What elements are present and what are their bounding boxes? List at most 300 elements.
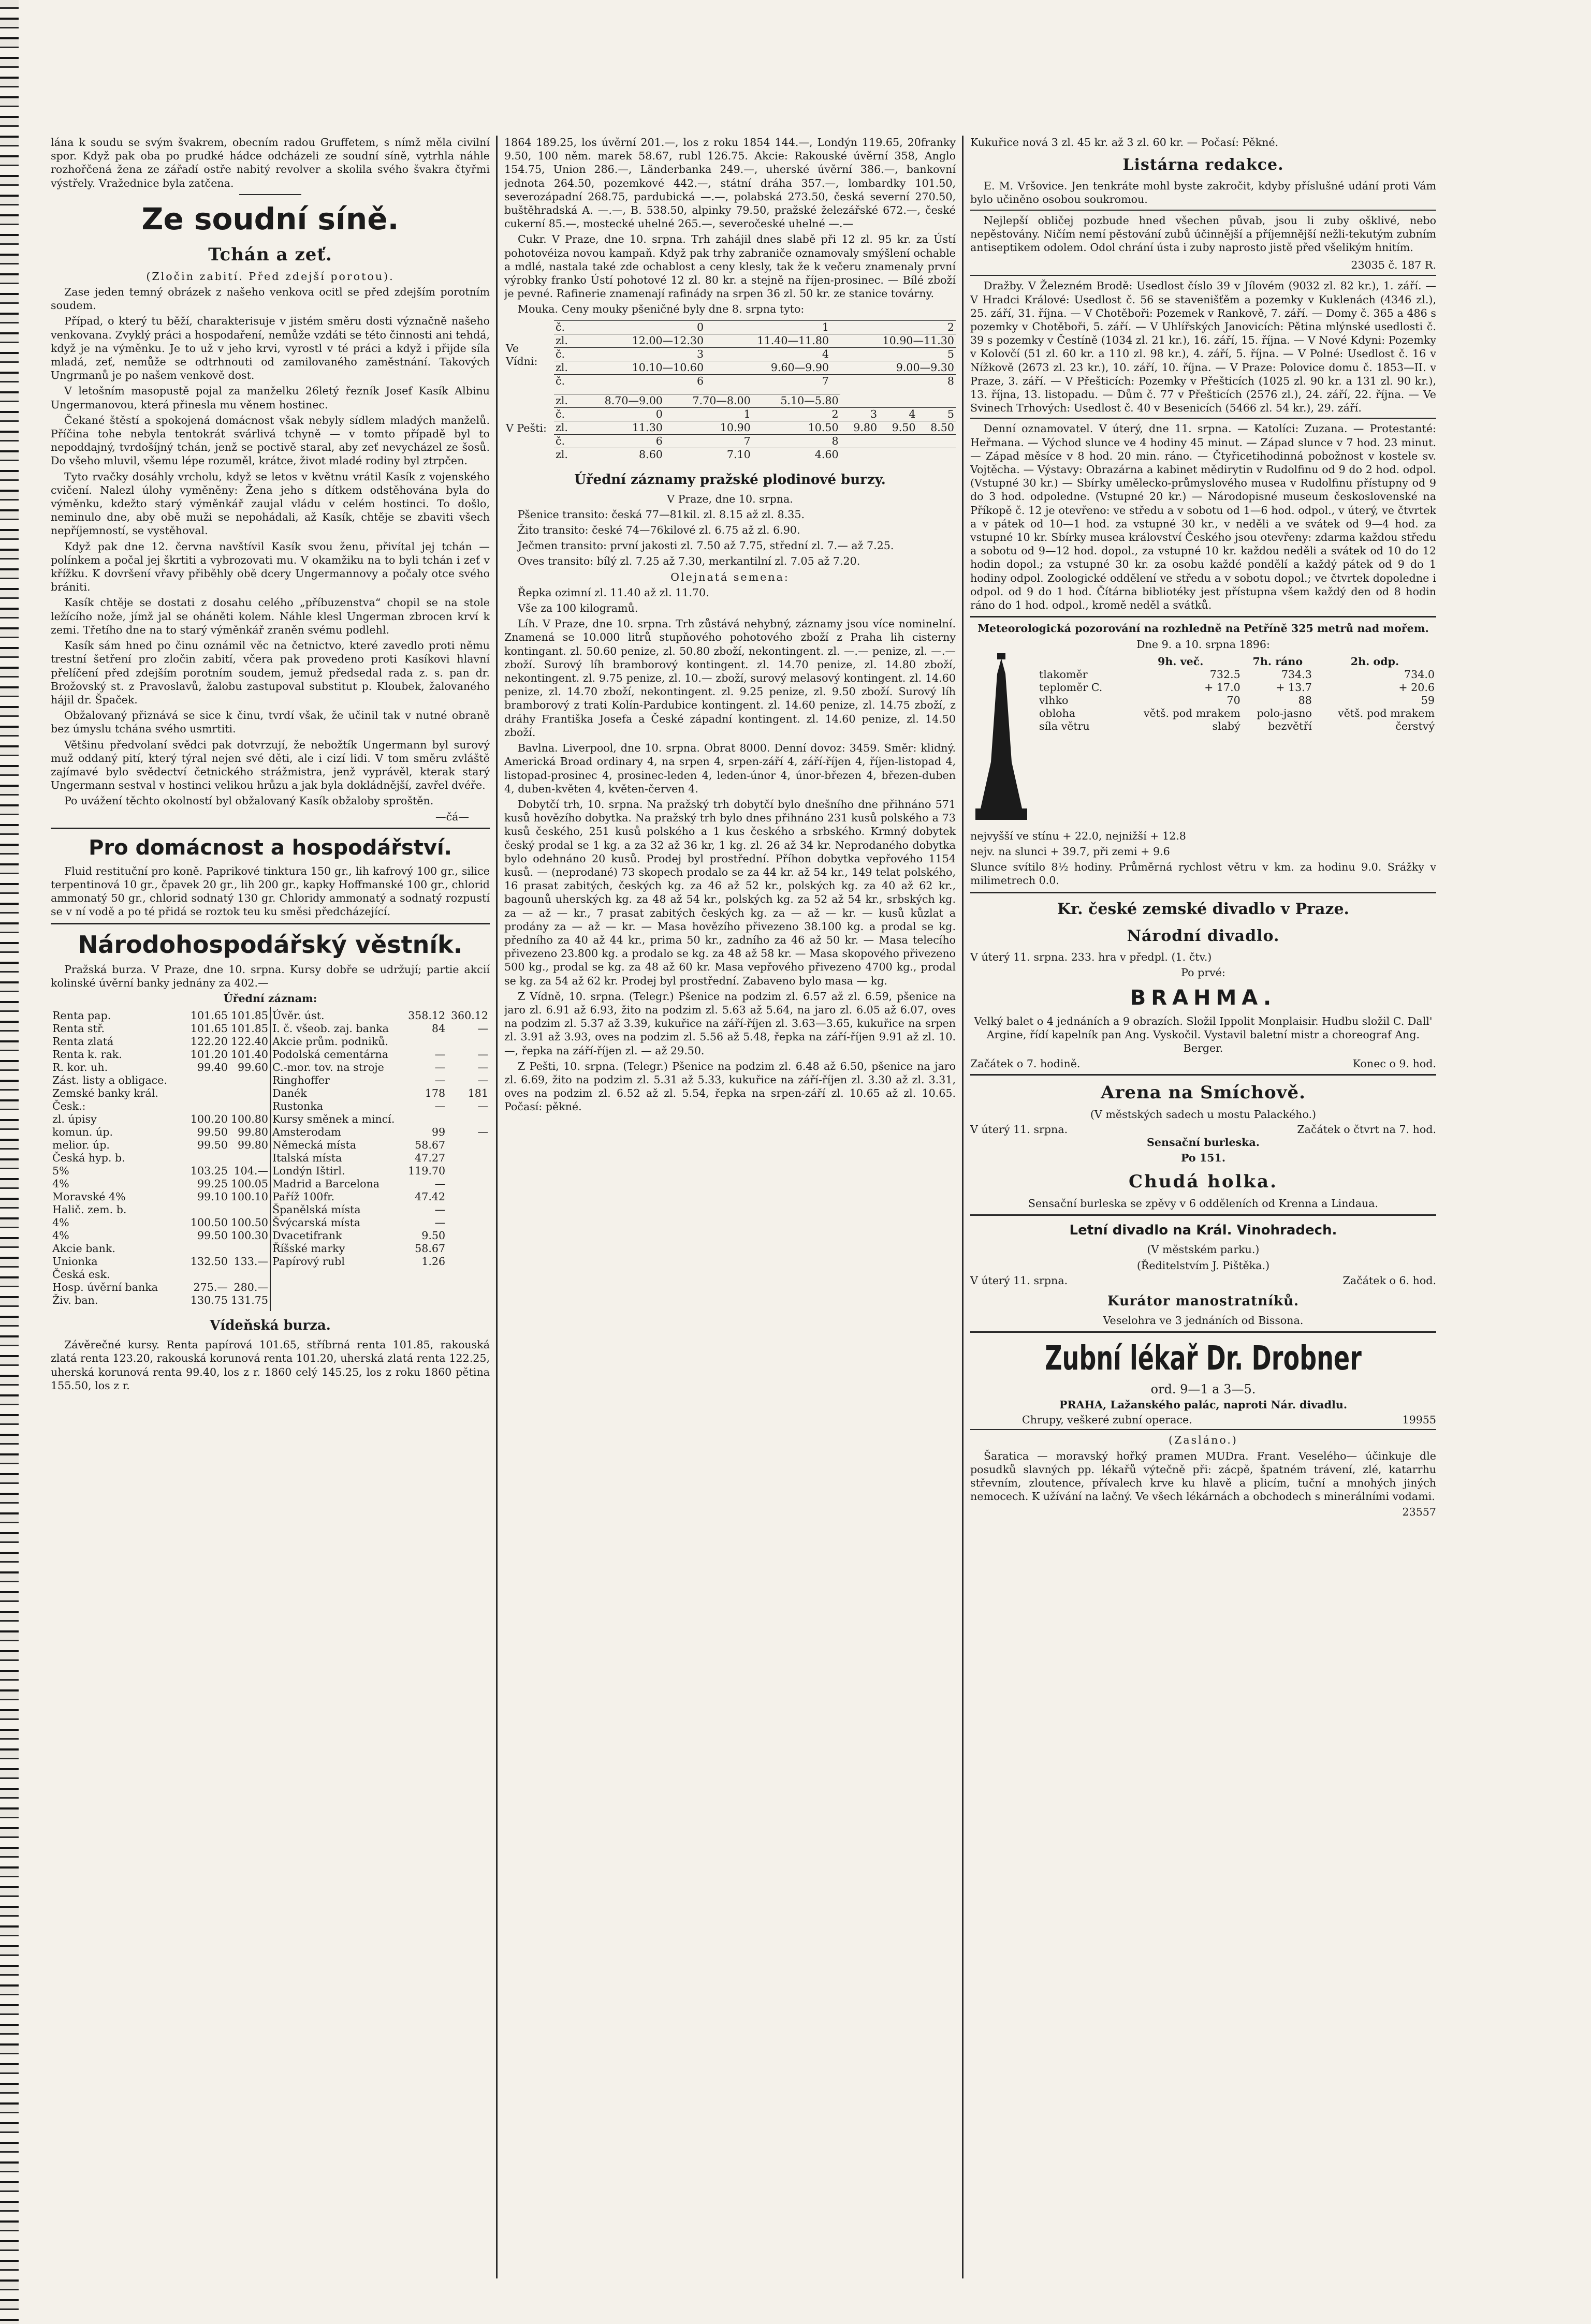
article-paragraph: Ječmen transito: první jakosti zl. 7.50 až 7.75, střední zl. 7.— až 7.25.: [518, 539, 894, 552]
table-cell: 280.—: [233, 1281, 268, 1294]
theater-line: V úterý 11. srpna. 233. hra v předpl. (1. čtv.): [970, 950, 1212, 963]
bond-row: [271, 1074, 490, 1087]
bond-row: [51, 1242, 270, 1255]
dateline: Dne 9. a 10. srpna 1896:: [1136, 638, 1270, 651]
article-paragraph: Většinu předvolaní svědci pak dotvrzují, že nebožtík Ungermann byl surový muž oddaný pití, který týral nejen své děti, ale i cizí lidi. V tom směru zvláště zajímavé bylo svědectví četnického strážmistra, jenž vyprávěl, kterak starý Ungermann sestval v hostinci velikou hrůzu a jak byla dokládnější, zavřel dvéře.: [51, 738, 490, 792]
section-heading: Listárna redakce.: [1122, 156, 1284, 174]
meteo-row: [1038, 694, 1436, 707]
table-cell: 101.85: [230, 1009, 268, 1022]
table-cell: 9.60—9.90: [705, 361, 830, 374]
theater-sub: (Ředitelstvím J. Pištěka.): [1136, 1259, 1270, 1272]
table-cell: čerstvý: [1395, 719, 1435, 732]
table-cell: 734.3: [1281, 668, 1312, 681]
table-cell: 6: [580, 374, 705, 388]
table-cell: [447, 1216, 490, 1229]
bond-row: [271, 1126, 490, 1139]
flour-row: [554, 347, 956, 361]
table-cell: 119.70: [408, 1165, 446, 1178]
article-title: Tchán a zeť.: [208, 244, 332, 265]
table-cell: [840, 434, 879, 448]
table-cell: 6: [576, 434, 664, 448]
bond-row: [271, 1035, 490, 1048]
bond-row: [271, 1190, 490, 1203]
table-cell: 732.5: [1209, 668, 1240, 681]
table-cell: Amsterodam: [272, 1126, 341, 1139]
bond-row: [271, 1139, 490, 1152]
table-cell: 47.42: [415, 1190, 446, 1203]
table-cell: [404, 1113, 447, 1126]
advertisement-note: Chrupy, veškeré zubní operace.: [1022, 1414, 1192, 1426]
bond-table-right: [271, 1009, 490, 1268]
table-cell: Podolská cementárna: [272, 1048, 389, 1061]
bond-row: [51, 1061, 270, 1074]
bond-row: [51, 1113, 270, 1126]
table-cell: Akcie bank.: [52, 1242, 115, 1255]
article-paragraph: E. M. Vršovice. Jen tenkráte mohl byste zakročit, kdyby příslušné udání proti Vám bylo učiněno osobou soukromou.: [970, 180, 1436, 206]
table-cell: I. č. všeob. zaj. banka: [272, 1022, 389, 1035]
table-cell: zl.: [554, 448, 576, 461]
table-cell: Renta k. rak.: [52, 1048, 122, 1061]
table-cell: 7.70—8.00: [664, 394, 752, 407]
table-cell: 2: [830, 320, 956, 334]
divider: [970, 892, 1436, 893]
play-description: Veselohra ve 3 jednáních od Bissona.: [1103, 1314, 1304, 1327]
table-cell: 104.—: [233, 1165, 268, 1178]
table-cell: 5.10—5.80: [752, 394, 840, 407]
table-cell: č.: [554, 320, 580, 334]
table-cell: 131.75: [230, 1294, 268, 1307]
play-description: Velký balet o 4 jednáních a 9 obrazích. Složil Ippolit Monplaisir. Hudbu složil C. Dall' Argine, řídí kapelník pan Ang. Vyskočil. Vystavil baletní mistr a choreograf Ang. Berger.: [974, 1014, 1433, 1055]
table-cell: 133.—: [233, 1255, 268, 1268]
flour-table-pest: [554, 394, 956, 461]
table-cell: [229, 1203, 270, 1216]
table-cell: 178: [425, 1087, 446, 1100]
meteo-extra: nejv. na slunci + 39.7, při zemi + 9.6: [970, 845, 1170, 858]
table-cell: 1.26: [421, 1255, 446, 1268]
table-cell: větš. pod mrakem: [1143, 707, 1240, 719]
table-cell: 275.—: [193, 1281, 228, 1294]
table-cell: 100.50: [190, 1216, 228, 1229]
divider: [970, 1074, 1436, 1076]
meteo-block: [970, 653, 1436, 829]
divider: [970, 616, 1436, 617]
table-cell: Papírový rubl: [272, 1255, 345, 1268]
bond-row: [271, 1022, 490, 1035]
table-cell: zl.: [554, 334, 580, 347]
table-cell: 84: [431, 1022, 446, 1035]
article-paragraph: lána k soudu se svým švakrem, obecním radou Gruffetem, s nímž měla civilní spor. Když pak oba po prudké hádce odcházeli ze soudní síně, vytrhla náhle rozhořčená žena ze zářadí ostře nabitý revolver a skolila svého švakra čtyřmi výstřely. Vražednice byla zatčena.: [51, 136, 490, 189]
table-cell: [840, 448, 879, 461]
table-cell: 10.50: [752, 421, 840, 434]
table-cell: 5: [830, 347, 956, 361]
table-cell: —: [477, 1048, 488, 1061]
theater-name: Arena na Smíchově.: [1101, 1082, 1306, 1103]
play-title: Kurátor manostratníků.: [1107, 1293, 1300, 1309]
arena-times: [970, 1123, 1436, 1136]
table-cell: 101.40: [230, 1048, 268, 1061]
table-cell: [447, 1139, 490, 1152]
table-cell: Česká hyp. b.: [52, 1152, 125, 1165]
table-cell: síla větru: [1039, 719, 1090, 732]
subheading: Vídeňská burza.: [210, 1318, 331, 1334]
bond-row: [51, 1126, 270, 1139]
table-cell: 58.67: [415, 1139, 446, 1152]
article-paragraph: Po uvážení těchto okolností byl obžalovaný Kasík obžaloby sproštěn.: [64, 795, 434, 807]
table-cell: 3: [840, 407, 879, 421]
table-cell: 99.10: [197, 1190, 228, 1203]
article-paragraph: Kasík sám hned po činu oznámil věc na četnictvo, které zavedlo proti němu trestní šetření pro zločin zabití, včera pak provedeno proti Kasíkovi hlavní přelíčení před zdejším porotním soudem, jemuž předsedal rada z. s. pan dr. Brožovský st. z Pravoslavů, žalobu zastupoval substitut p. Kloubek, žalovaného hájil dr. Špaček.: [51, 639, 490, 706]
bond-row: [271, 1229, 490, 1242]
bond-row: [51, 1294, 270, 1307]
flour-row: [554, 320, 956, 334]
table-cell: 5%: [52, 1165, 69, 1178]
table-cell: —: [477, 1061, 488, 1074]
divider: [51, 923, 490, 924]
article-paragraph: Tyto rvačky dosáhly vrcholu, když se letos v květnu vrátil Kasík z vojenského cvičení. Nalezl úlohy vyměněny: Žena jeho s dítkem odstěhována byla do výměnku, kdežto starý výměnkář zaujal vládu v celém hostinci. To došlo, neminulo dne, aby obě muži se nepohádali, až Kasík, chtěje se zbaviti všech nepříjemností, se vystěhoval.: [51, 470, 490, 537]
bond-row: [271, 1048, 490, 1061]
table-cell: obloha: [1039, 707, 1076, 719]
table-cell: 8: [830, 374, 956, 388]
theater-name: Národní divadlo.: [1127, 926, 1280, 945]
column-1: [51, 136, 490, 2278]
divider: [51, 828, 490, 829]
table-cell: Dvacetifrank: [272, 1229, 342, 1242]
meteo-row: [1038, 720, 1436, 733]
table-cell: [189, 1242, 229, 1255]
flour-row: [554, 421, 956, 434]
article-paragraph: Líh. V Praze, dne 10. srpna. Trh zůstává nehybný, záznamy jsou více nominelní. Znamená se 10.000 litrů stupňového pohotového zboží z Praha lih cisterny kontingant. zl. 50.60 penize, zl. 50.80 zboží, nekontingent. zl. —.— penize, zl. —.— zboží. Surový líh bramborový kontingent. zl. 14.70 penize, zl. 14.80 zboží, nekontingent. zl. 9.75 penize, zl. 10.— zboží, surový melasový kontingent. zl. 14.60 penize, zl. 14.70 zboží, nekontingent. zl. 9.25 penize, zl. 9.50 zboží. Surový líh bramborový z trati Kolín-Pardubice kontingent. zl. 14.60 penize, zl. 14.75 zboží, z dráhy Františka Josefa a České západní kontingent. zl. 14.60 penize, zl. 14.50 zboží.: [504, 617, 956, 739]
table-cell: Kursy směnek a mincí.: [272, 1113, 395, 1126]
table-cell: Ringhoffer: [272, 1074, 330, 1087]
article-paragraph: Kukuřice nová 3 zl. 45 kr. až 3 zl. 60 kr. — Počasí: Pěkné.: [970, 136, 1279, 149]
bond-table-left: [51, 1009, 270, 1307]
table-cell: komun. úp.: [52, 1126, 113, 1139]
table-cell: —: [477, 1126, 488, 1139]
table-cell: + 13.7: [1276, 681, 1312, 694]
table-cell: 10.90: [664, 421, 752, 434]
table-cell: 0: [576, 407, 664, 421]
table-cell: 5: [917, 407, 956, 421]
table-cell: [189, 1268, 229, 1281]
table-cell: Živ. ban.: [52, 1294, 98, 1307]
article-paragraph: Vše za 100 kilogramů.: [518, 602, 638, 615]
subheading: Úřední záznam:: [223, 992, 317, 1005]
column-rule: [496, 136, 498, 2278]
table-cell: slabý: [1212, 719, 1240, 732]
table-cell: [229, 1242, 270, 1255]
table-cell: [229, 1152, 270, 1165]
flour-row: [554, 374, 956, 388]
table-cell: zl. úpisy: [52, 1113, 97, 1126]
table-cell: 4%: [52, 1229, 69, 1242]
table-cell: —: [434, 1100, 446, 1113]
advertisement-ref: 19955: [1402, 1414, 1436, 1426]
table-cell: [189, 1152, 229, 1165]
table-cell: Moravské 4%: [52, 1190, 126, 1203]
table-cell: 7: [705, 374, 830, 388]
flour-label-pest: V Pešti:: [506, 422, 547, 435]
column-rule: [962, 136, 964, 2278]
meteo-row: [1038, 668, 1436, 681]
table-cell: Renta zlatá: [52, 1035, 114, 1048]
table-cell: 100.20: [190, 1113, 228, 1126]
table-cell: zl.: [554, 394, 576, 407]
subheading: Meteorologická pozorování na rozhledně na Petříně 325 metrů nad mořem.: [977, 622, 1429, 635]
table-cell: 99.50: [197, 1229, 228, 1242]
arena-number: Po 151.: [1181, 1151, 1225, 1164]
table-cell: 734.0: [1404, 668, 1435, 681]
table-cell: 11.40—11.80: [705, 334, 830, 347]
play-title: BRAHMA.: [1130, 986, 1277, 1010]
article-paragraph: Fluid restituční pro koně. Paprikové tinktura 150 gr., lih kafrový 100 gr., silice terpentinová 10 gr., čpavek 20 gr., lih 200 gr., kapky Hoffmanské 100 gr., chlorid ammonatý 50 gr., chlorid sodnatý 130 gr. Chloridy ammonatý a sodnatý rozpustí se v ní vodě a po té přidá se roztok teu ku směsi předcházející.: [51, 864, 490, 918]
table-cell: 101.65: [190, 1009, 228, 1022]
table-cell: 99.25: [197, 1178, 228, 1190]
table-cell: Španělská místa: [272, 1203, 361, 1216]
meteo-extra: nejvyšší ve stínu + 22.0, nejnižší + 12.8: [970, 829, 1186, 842]
divider: [970, 210, 1436, 211]
author-signature: —čá—: [435, 810, 469, 823]
table-cell: 9.50: [421, 1229, 446, 1242]
table-cell: 100.50: [230, 1216, 268, 1229]
divider: [970, 1214, 1436, 1216]
table-cell: Zemské banky král. Česk.:: [52, 1087, 158, 1113]
bond-row: [271, 1087, 490, 1100]
divider: [970, 275, 1436, 276]
meteo-table: [1038, 655, 1436, 733]
article-paragraph: Bavlna. Liverpool, dne 10. srpna. Obrat 8000. Denní dovoz: 3459. Směr: klidný. Americká Broad ordinary 4, na srpen 4, srpen-září 4, září-říjen 4, říjen-listopad 4, listopad-prosinec 4, prosinec-leden 4, leden-únor 4, únor-březen 4, březen-duben 4, duben-květen 4, květen-červen 4.: [504, 742, 956, 795]
bond-row: [51, 1255, 270, 1268]
table-cell: [447, 1165, 490, 1178]
table-cell: —: [434, 1216, 446, 1229]
letni-start: Začátek o 6. hod.: [1342, 1274, 1436, 1287]
table-cell: 122.40: [230, 1035, 268, 1048]
table-cell: 4%: [52, 1178, 69, 1190]
table-cell: Londýn Ištirl.: [272, 1165, 345, 1178]
advertisement-text: Šaratica — moravský hořký pramen MUDra. Frant. Veselého— účinkuje dle posudků slavných pp. lékařů výtečně při: zácpě, špatném trávení, zlé, katarrhu střevním, zloutence, přívalech krve ku hlavě a plicím, tuční a mnohých jiných nemocech. K užívání na lačný. Ve všech lékárnách a obchodech s minerálními vodami.: [970, 1449, 1436, 1503]
table-cell: Rustonka: [272, 1100, 324, 1113]
table-cell: č.: [554, 347, 580, 361]
table-cell: Úvěr. úst.: [272, 1009, 325, 1022]
table-cell: Italská místa: [272, 1152, 342, 1165]
bond-row: [271, 1203, 490, 1216]
table-cell: Česká esk.: [52, 1268, 110, 1281]
table-cell: 9.80: [840, 421, 879, 434]
bond-row: [51, 1035, 270, 1048]
table-cell: Renta stř.: [52, 1022, 105, 1035]
advertisement-ref: 23035 č. 187 R.: [1351, 259, 1436, 272]
table-cell: [447, 1113, 490, 1126]
bond-row: [51, 1139, 270, 1152]
bond-row: [51, 1190, 270, 1203]
table-cell: Hosp. úvěrní banka: [52, 1281, 158, 1294]
advertisement-text: Nejlepší obličej pozbude hned všechen půvab, jsou li zuby ošklivé, nebo nepěstovány. Ničím nemí pěstování zubů účinnější a příjemnější nežli-tekutým zubním antiseptikem odolem. Odol chrání ústa i zuby naprosto jistě před všelikým hnitím.: [970, 214, 1436, 254]
table-cell: 99.80: [238, 1126, 268, 1139]
article-paragraph: Případ, o který tu běží, charakterisuje v jistém směru dosti význačně našeho venkovana. Zvyklý práci a hospodaření, nemůže vzdáti se této činnosti ani tehdá, když je na výměnku. Je to už v jeho krvi, vyrostl v té práci a když i přijde síla mladá, zeť, nemůže se odtrhnouti od zamilovaného zaměstnání. Takových Ungrmanů je po našem venkově dost.: [51, 315, 490, 382]
table-cell: [189, 1074, 229, 1087]
table-cell: [404, 1035, 447, 1048]
table-cell: Paříž 100fr.: [272, 1190, 335, 1203]
table-cell: 8.70—9.00: [576, 394, 664, 407]
table-cell: —: [477, 1022, 488, 1035]
table-cell: 1: [705, 320, 830, 334]
bond-row: [51, 1216, 270, 1229]
section-heading: Ze soudní síně.: [141, 201, 399, 237]
theater-name: Letní divadlo na Král. Vinohradech.: [1069, 1223, 1337, 1239]
table-cell: [447, 1242, 490, 1255]
article-subtitle: (Zločin zabití. Před zdejší porotou).: [146, 270, 395, 283]
table-cell: —: [434, 1203, 446, 1216]
article-paragraph: Z Vídně, 10. srpna. (Telegr.) Pšenice na podzim zl. 6.57 až zl. 6.59, pšenice na jaro zl. 6.91 až 6.93, žito na podzim zl. 5.63 až 5.64, na jaro zl. 6.05 až 6.07, oves na podzim zl. 5.37 až 3.39, kukuřice na září-říjen zl. 3.63—3.65, kukuřice na srpen zl. 3.91 až 3.93, oves na podzim zl. 5.56 až 5.48, řepka na září-říjen 9.91 až zl. 10.—, řepka na září-říjen zl. — až 29.50.: [504, 990, 956, 1057]
table-cell: polo-jasno: [1257, 707, 1312, 719]
table-cell: č.: [554, 407, 576, 421]
bond-row: [271, 1178, 490, 1190]
table-cell: Renta pap.: [52, 1009, 111, 1022]
table-cell: 122.20: [190, 1035, 228, 1048]
flour-table: [504, 318, 956, 465]
table-cell: 2: [752, 407, 840, 421]
table-cell: vlhko: [1039, 694, 1069, 707]
bond-row: [271, 1255, 490, 1268]
theater-note: Po prvé:: [1181, 966, 1225, 979]
arena-line: V úterý 11. srpna.: [970, 1123, 1068, 1136]
table-cell: [229, 1268, 270, 1281]
table-cell: [189, 1087, 229, 1113]
flour-row: [554, 407, 956, 421]
table-cell: Akcie prům. podniků.: [272, 1035, 389, 1048]
bond-row: [51, 1022, 270, 1035]
table-cell: 4: [879, 407, 917, 421]
table-cell: [447, 1203, 490, 1216]
theater-heading: Kr. české zemské divadlo v Praze.: [1057, 900, 1349, 918]
table-cell: 99.50: [197, 1139, 228, 1152]
article-paragraph: Závěrečné kursy. Renta papírová 101.65, stříbrná renta 101.85, rakouská zlatá renta 123.20, rakouská korunová renta 101.20, uherská zlatá renta 122.25, uherská korunová renta 99.40, los z r. 1860 celý 145.25, los z roku 1860 pětina 155.50, los z r.: [51, 1338, 490, 1392]
article-paragraph: Dobytčí trh, 10. srpna. Na pražský trh dobytčí bylo dnešního dne přihnáno 571 kusů hovězího dobytka. Na pražský trh bylo dnes přihnáno 231 kusů polského a 73 kusů českého, 251 kusů polského a 1 kus českého a srbského. Krmný dobytek český prodal se 1 kg. a za 32 až 36 kr, 1 kg. zl. 26 až 34 kr. Neprodaného dobytka bylo odehnáno 20 kusů. Prodej byl prostřední. Příhon dobytka vepřového 1154 kusů. — (neprodané) 73 skopech prodalo se za 44 kr. až 54 kr., 149 telat polského, 16 prasat zabitých, českých kg. za 46 až 52 kr., polských kg. za 40 až 62 kr., bagounů uherských kg. za 48 až 54 kr., polských kg. za 52 až 54 kr., srbských kg. za — až — kr., 7 prasat zabitých českých kg. za — až — kr. — kusů kůzlat a prodány za — až — kr. — Masa hovězího přivezeno 38.100 kg. a prodal se kg. předního za 40 až 44 kr., prima 50 kr., zadního za 46 až 50 kr. — Masa telecího přivezeno 23.800 kg. a prodalo se kg. za 48 až 58 kr. — Masa skopového přivezeno 500 kg., prodal se kg. za 48 až 60 kr. Masa vepřového přivezeno 4700 kg., prodal se kg. za 54 až 62 kr. Prodej byl prostřední. Zabaveno bylo masa — kg.: [504, 798, 956, 987]
table-cell: bezvětří: [1268, 719, 1312, 732]
table-cell: 0: [580, 320, 705, 334]
divider: [970, 1331, 1436, 1333]
subheading: Olejnatá semena:: [670, 570, 790, 583]
table-cell: 99.80: [238, 1139, 268, 1152]
zaslano-label: (Zasláno.): [1169, 1434, 1238, 1447]
flour-row: [554, 434, 956, 448]
section-heading: Národohospodářský věstník.: [78, 930, 463, 959]
subheading: Úřední záznamy pražské plodinové burzy.: [574, 472, 886, 488]
table-cell: [879, 434, 917, 448]
play-times: [970, 1057, 1436, 1070]
petrin-tower-icon: [970, 653, 1032, 824]
play-description: Sensační burleska se zpěvy v 6 odděleních od Krenna a Lindaua.: [1028, 1197, 1379, 1210]
table-cell: 1: [664, 407, 752, 421]
table-cell: —: [434, 1178, 446, 1190]
dateline: V Praze, dne 10. srpna.: [667, 492, 793, 505]
article-paragraph: Denní oznamovatel. V úterý, dne 11. srpna. — Katolíci: Zuzana. — Protestanté: Heřmana. — Východ slunce ve 4 hodiny 45 minut. — Západ slunce v 7 hod. 23 minut. — Západ měsíce v 8 hod. 20 min. ráno. — Čtyřicetihodinná pobožnost v kostele sv. Vojtěcha. — Výstavy: Obrazárna a kabinet mědirytin v Rudolfinu od 9 do 2 hod. odpol. (Vstupné 30 kr.) — Sbírky umělecko-průmyslového musea v Rudolfinu přístupny od 9 do 3 hod. odpoledne. (Vstupné 20 kr.) — Národopisné museum československé na Příkopě č. 12 je otevřeno: ve středu a v sobotu od 1—6 hod. odpol., v úterý, ve čtvrtek a v pátek od 10—1 hod. za vstupné 30 kr., v neděli a ve svátek od 9—4 hod. za vstupné 10 kr. Sbírky musea království Českého jsou otevřeny: zdarma každou středu a sobotu od 9—12 hod. dopol., za vstupné 10 kr. každou neděli a svátek od 10 do 12 hodin dopol.; za vstupné 30 kr. za osobu každé pondělí a každý pátek od 9 do 1 hodiny odpol. Zoologické oddělení ve středu a v sobotu dopol.; ve čtvrtek dopoledne i odpol. od 9 do 1 hod. Čítárna bibliotéky jest přístupna všem každý den od 8 hodin ráno do 1 hod. odpol., kromě neděl a svátků.: [970, 422, 1436, 612]
table-cell: 59: [1421, 694, 1435, 707]
bond-row: [51, 1165, 270, 1178]
article-paragraph: 1864 189.25, los úvěrní 201.—, los z roku 1854 144.—, Londýn 119.65, 20franky 9.50, 100 něm. marek 58.67, rubl 126.75. Akcie: Rakouské úvěrní 358, Anglo 154.75, Union 286.—, Länderbanka 249.—, uherské úvěrní 386.—, bankovní jednota 264.50, pozemkové 442.—, státní dráha 357.—, lombardky 101.50, severozápadní 268.75, pardubická —.—, polabská 273.50, česká severní 270.50, buštěhradská A. —.—, B. 538.50, alpinky 79.50, pražské železářské 672.—, české cukerní 85.—, mostecké uhelné 265.—, severočeské uhelné —.—: [504, 136, 956, 230]
advertisement-hours: ord. 9—1 a 3—5.: [1150, 1381, 1256, 1396]
bond-row: [51, 1268, 270, 1281]
meteo-extra: Slunce svítilo 8½ hodiny. Průměrná rychlost větru v km. za hodinu 9.0. Srážky v milimetrech 0.0.: [970, 861, 1436, 887]
table-cell: větš. pod mrakem: [1338, 707, 1435, 719]
table-cell: + 17.0: [1204, 681, 1240, 694]
table-cell: C.-mor. tov. na stroje: [272, 1061, 384, 1074]
flour-table-vienna: [554, 320, 956, 388]
table-cell: Německá místa: [272, 1139, 356, 1152]
table-cell: [879, 448, 917, 461]
table-cell: [229, 1074, 270, 1087]
table-cell: Švýcarská místa: [272, 1216, 361, 1229]
table-cell: 99.40: [197, 1061, 228, 1074]
table-cell: 10.90—11.30: [830, 334, 956, 347]
table-header: 7h. ráno: [1252, 655, 1303, 668]
article-paragraph: V letošním masopustě pojal za manželku 26letý řezník Josef Kasík Albinu Ungermanovou, která přinesla mu věnem hostinec.: [51, 385, 490, 411]
article-paragraph: Řepka ozimní zl. 11.40 až zl. 11.70.: [518, 586, 709, 599]
column-2: [504, 136, 956, 2278]
article-paragraph: Obžalovaný přiznává se sice k činu, tvrdí však, že učinil tak v nutné obraně bez úmyslu tchána svého usmrtiti.: [51, 709, 490, 736]
table-cell: —: [477, 1100, 488, 1113]
table-cell: 4%: [52, 1216, 69, 1229]
table-cell: 103.25: [190, 1165, 228, 1178]
table-cell: 47.27: [415, 1152, 446, 1165]
table-cell: [917, 448, 956, 461]
play-start: Začátek o 7. hodině.: [970, 1057, 1081, 1070]
table-cell: 99.60: [238, 1061, 268, 1074]
table-cell: 8.60: [576, 448, 664, 461]
table-cell: Unionka: [52, 1255, 98, 1268]
table-cell: č.: [554, 374, 580, 388]
flour-row: [554, 394, 956, 407]
table-cell: melior. úp.: [52, 1139, 110, 1152]
table-cell: 100.10: [230, 1190, 268, 1203]
table-cell: 100.30: [230, 1229, 268, 1242]
table-cell: 88: [1298, 694, 1312, 707]
table-cell: + 20.6: [1398, 681, 1435, 694]
table-cell: Říšské marky: [272, 1242, 345, 1255]
table-cell: 101.85: [230, 1022, 268, 1035]
table-cell: 70: [1227, 694, 1240, 707]
table-cell: 130.75: [190, 1294, 228, 1307]
bond-row: [271, 1216, 490, 1229]
bond-row: [271, 1242, 490, 1255]
bond-row: [271, 1100, 490, 1113]
section-heading: Pro domácnost a hospodářství.: [89, 835, 452, 860]
table-cell: —: [434, 1061, 446, 1074]
article-paragraph: Dražby. V Železném Brodě: Usedlost číslo 39 v Jílovém (9032 zl. 82 kr.), 1. září. — V Hradci Králové: Usedlost č. 56 se stavenišťěm a pozemky v Kuklenách (4346 zl.), 25. září, 31. října. — V Chotěboři: Pozemek v Rankově, 7. září. — Domy č. 365 a 486 s pozemky v Chotěboři, 5. září. — V Uhlířských Janovicích: Pětina mlýnské usedlosti č. 39 s pozemky v Čestíně (1034 zl. 21 kr.), 16. září, 15. října. — V Nové Kdyni: Pozemky v Kolovčí (51 zl. 60 kr. a 110 zl. 98 kr.), 4. září, 5. října. — V Polné: Usedlost č. 16 v Nížkově (2673 zl. 23 kr.), 10. září, 10. října. — V Praze: Polovice domu č. 1853—II. v Praze, 3. září. — V Přešticích: Pozemky v Přešticích (1025 zl. 90 kr. a 131 zl. 90 kr.), 13. října, 13. listopadu. — Dům č. 77 v Přešticích (2576 zl.), 24. září, 22. října. — Ve Svinech Trhových: Usedlost č. 40 v Besenicích (5466 zl. 54 kr.), 29. září.: [970, 280, 1436, 415]
table-cell: Halič. zem. b.: [52, 1203, 127, 1216]
advertisement-ref: 23557: [1402, 1506, 1436, 1519]
flour-row: [554, 334, 956, 347]
binding-edge: [0, 0, 19, 2324]
letni-times: [970, 1274, 1436, 1287]
bond-row: [51, 1048, 270, 1061]
table-cell: 101.20: [190, 1048, 228, 1061]
divider: [970, 1429, 1436, 1430]
article-paragraph: Mouka. Ceny mouky pšeničné byly dne 8. srpna tyto:: [518, 303, 805, 316]
bond-row: [51, 1152, 270, 1165]
table-cell: —: [434, 1048, 446, 1061]
table-header: 9h. več.: [1158, 655, 1204, 668]
divider: [239, 194, 301, 195]
table-cell: —: [477, 1074, 488, 1087]
bond-row: [51, 1229, 270, 1242]
bond-row: [51, 1074, 270, 1087]
meteo-header: [1038, 655, 1436, 668]
table-cell: 9.50: [879, 421, 917, 434]
table-cell: 10.10—10.60: [580, 361, 705, 374]
table-cell: 181: [468, 1087, 488, 1100]
bond-row: [51, 1178, 270, 1190]
table-cell: [447, 1229, 490, 1242]
